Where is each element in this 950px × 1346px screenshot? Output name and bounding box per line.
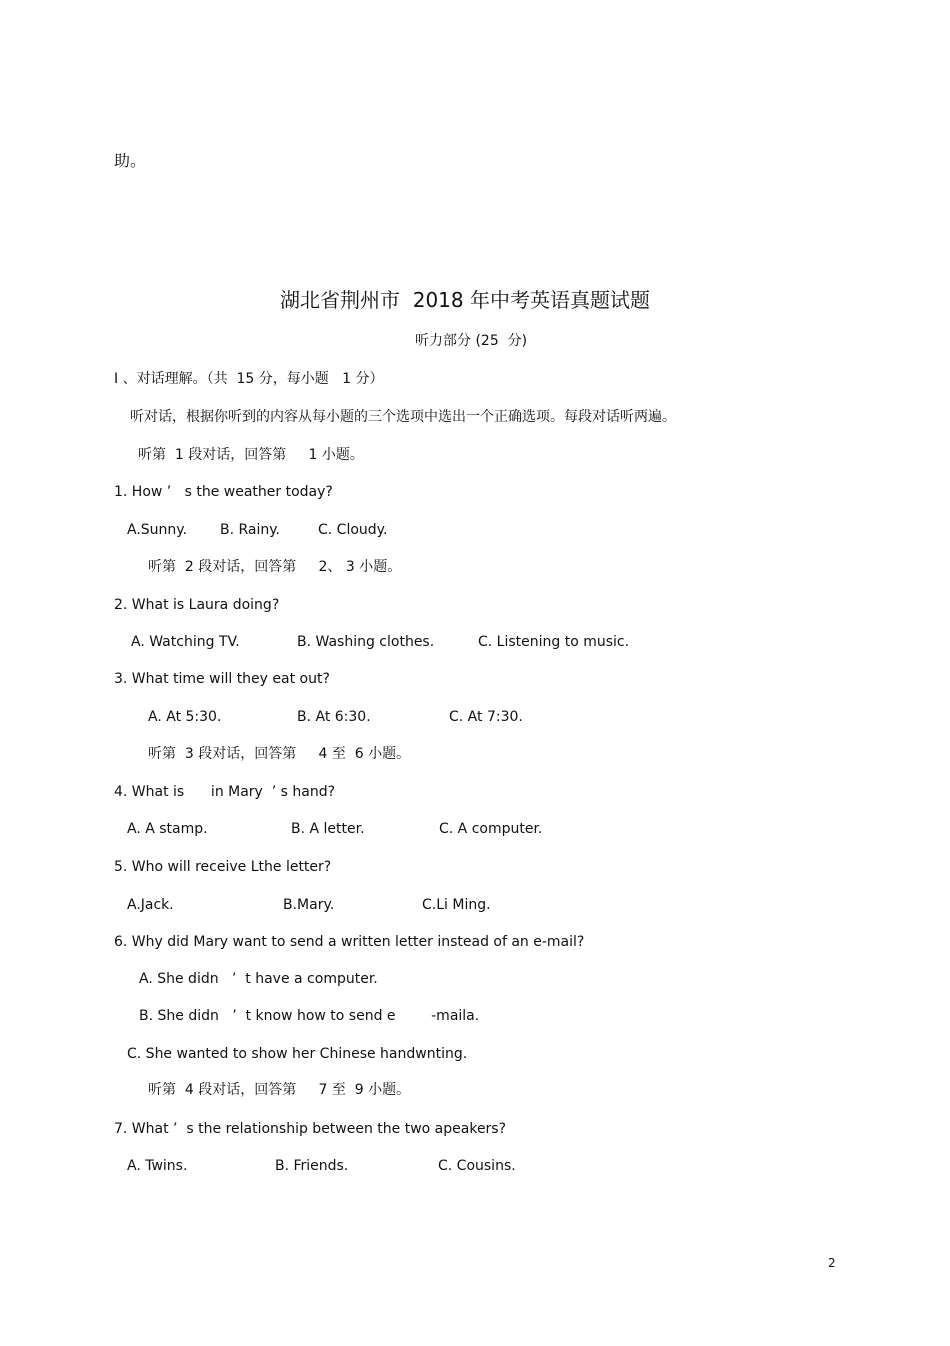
question-6-stem: 6. Why did Mary want to send a written letter instead of an e-mail? <box>114 934 585 950</box>
question-3-option-a: A. At 5:30. <box>148 709 222 725</box>
question-7-stem: 7. What ’ s the relationship between the two apeakers? <box>114 1121 507 1137</box>
question-3-option-c: C. At 7:30. <box>449 709 523 725</box>
question-6-option-b: B. She didn ’ t know how to send e -maila. <box>139 1008 480 1024</box>
question-7-option-b: B. Friends. <box>275 1158 349 1174</box>
question-4-option-c: C. A computer. <box>439 821 543 837</box>
question-2-option-c: C. Listening to music. <box>478 634 630 650</box>
question-5-option-a: A.Jack. <box>127 897 174 913</box>
question-3-stem: 3. What time will they eat out? <box>114 671 330 687</box>
question-7-option-a: A. Twins. <box>127 1158 188 1174</box>
question-5-option-b: B.Mary. <box>283 897 335 913</box>
dialog-note-3: 听第 3 段对话，回答第 4 至 6 小题。 <box>148 746 411 762</box>
page-title: 湖北省荆州市 2018 年中考英语真题试题 <box>280 288 650 312</box>
section-heading: I 、对话理解。（共 15 分，每小题 1 分） <box>114 371 384 387</box>
instruction-text: 听对话，根据你听到的内容从每小题的三个选项中选出一个正确选项。每段对话听两遍。 <box>130 409 676 425</box>
question-2-stem: 2. What is Laura doing? <box>114 597 280 613</box>
question-4-option-a: A. A stamp. <box>127 821 208 837</box>
question-1-option-b: B. Rainy. <box>220 522 281 538</box>
dialog-note-4: 听第 4 段对话，回答第 7 至 9 小题。 <box>148 1082 411 1098</box>
question-4-stem: 4. What is in Mary ’ s hand? <box>114 784 336 800</box>
section-subtitle: 听力部分 (25 分) <box>415 333 528 349</box>
question-2-option-a: A. Watching TV. <box>131 634 240 650</box>
dialog-note-1: 听第 1 段对话，回答第 1 小题。 <box>138 447 364 463</box>
page-number: 2 <box>828 1256 836 1270</box>
question-4-option-b: B. A letter. <box>291 821 365 837</box>
question-1-stem: 1. How ’ s the weather today? <box>114 484 333 500</box>
question-5-stem: 5. Who will receive Lthe letter? <box>114 859 332 875</box>
question-2-option-b: B. Washing clothes. <box>297 634 435 650</box>
paragraph-fragment: 助。 <box>114 151 147 170</box>
question-1-option-a: A.Sunny. <box>127 522 188 538</box>
question-5-option-c: C.Li Ming. <box>422 897 491 913</box>
question-3-option-b: B. At 6:30. <box>297 709 371 725</box>
question-6-option-a: A. She didn ’ t have a computer. <box>139 971 378 987</box>
question-1-option-c: C. Cloudy. <box>318 522 388 538</box>
question-7-option-c: C. Cousins. <box>438 1158 516 1174</box>
dialog-note-2: 听第 2 段对话，回答第 2、 3 小题。 <box>148 559 402 575</box>
question-6-option-c: C. She wanted to show her Chinese handwnting. <box>127 1046 468 1062</box>
